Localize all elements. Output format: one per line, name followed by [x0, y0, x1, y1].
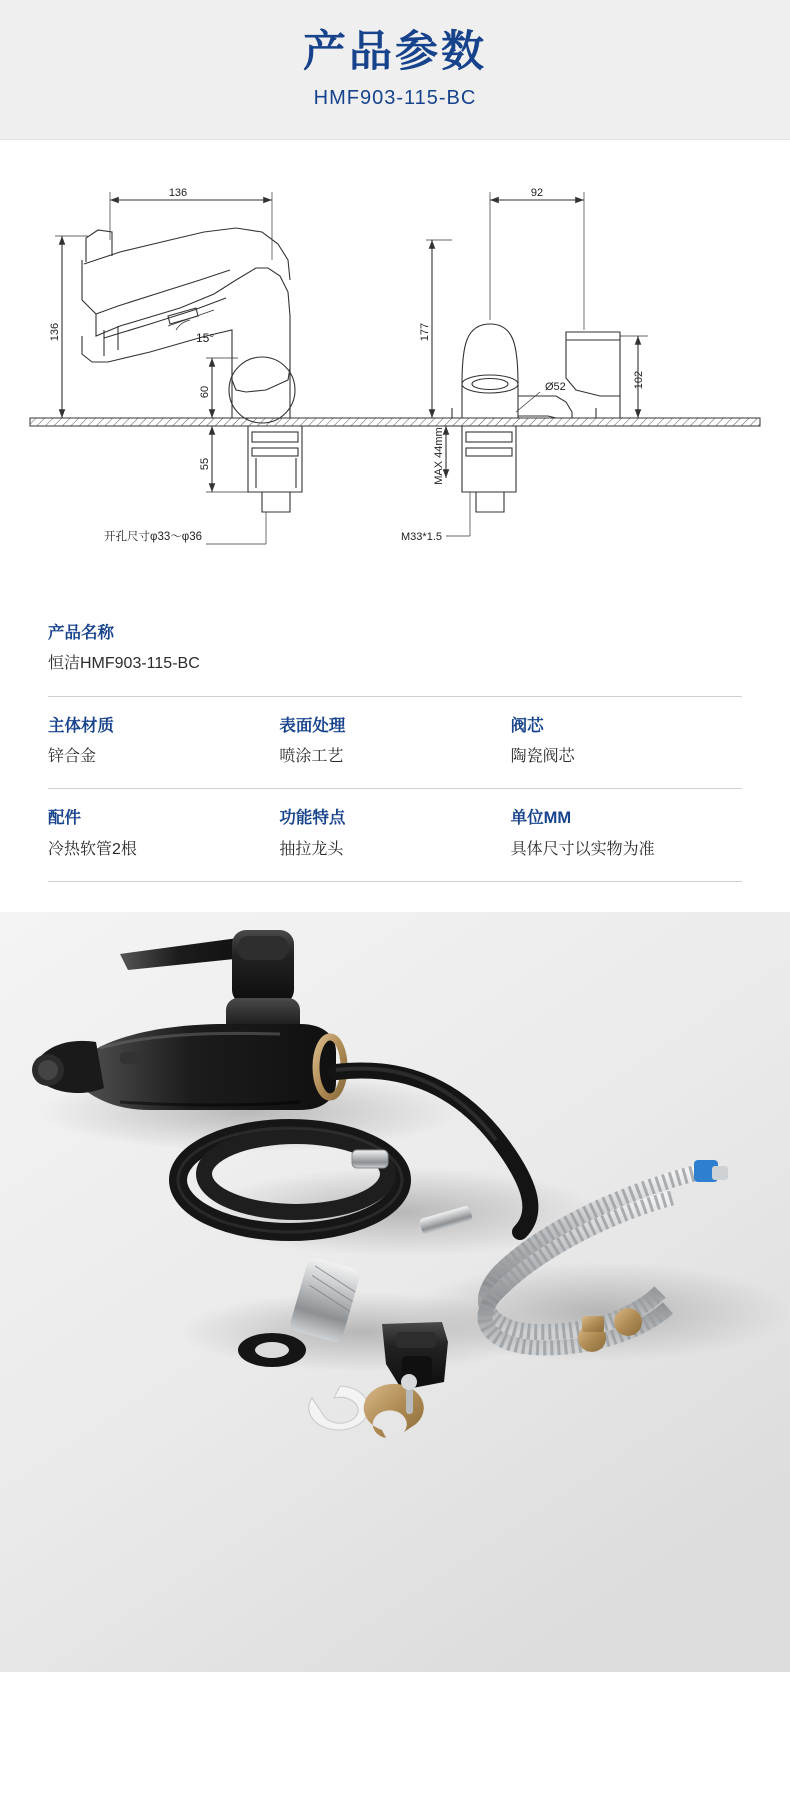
dim-base-diameter: Ø52 [545, 381, 566, 393]
spec-cell-unit [511, 805, 742, 863]
page-header [0, 0, 790, 140]
spec-cell-material [48, 713, 279, 771]
dim-max-thickness: MAX 44mm [433, 427, 445, 485]
dim-body-height: 102 [633, 370, 645, 390]
spec-cell-cartridge [511, 713, 742, 771]
hole-note: 开孔尺寸φ33～φ36 [104, 531, 202, 543]
page-title: 产品参数 [303, 28, 487, 77]
spec-value-accessories: 冷热软管2根 [48, 840, 137, 858]
spec-value-cartridge: 陶瓷阀芯 [510, 747, 575, 765]
spec-value-unit: 具体尺寸以实物为准 [510, 840, 655, 858]
model-number: HMF903-115-BC [313, 86, 477, 109]
spec-label-material: 主体材质 [48, 716, 114, 735]
spec-value-product-name: 恒洁HMF903-115-BC [48, 655, 200, 673]
product-photo-svg [0, 912, 790, 1672]
technical-drawing [0, 140, 790, 600]
spec-label-cartridge: 阀芯 [510, 716, 544, 735]
spec-label-finish: 表面处理 [279, 716, 346, 735]
spec-cell-accessories [48, 805, 279, 863]
spec-value-finish: 喷涂工艺 [279, 747, 344, 765]
dim-thread: M33*1.5 [401, 531, 442, 543]
spec-value-material: 锌合金 [48, 747, 97, 765]
dim-side-height: 136 [49, 322, 61, 342]
spec-label-features: 功能特点 [279, 809, 346, 828]
spec-table [48, 610, 742, 912]
spec-cell-features [279, 805, 510, 863]
spec-label-product-name: 产品名称 [48, 624, 114, 642]
spec-cell-finish [279, 713, 510, 771]
dim-spout-height: 60 [199, 385, 211, 399]
spec-label-accessories: 配件 [48, 809, 81, 828]
dim-side-width: 136 [168, 187, 188, 199]
rubber-gasket [238, 1333, 306, 1367]
spec-block-row-1 [48, 697, 742, 790]
spec-block-name [48, 610, 742, 697]
dim-front-height: 177 [419, 322, 431, 342]
dim-front-width: 92 [530, 187, 544, 199]
spec-value-features: 抽拉龙头 [279, 840, 344, 858]
spec-cell-product-name [48, 620, 742, 678]
drawing-svg [0, 140, 790, 600]
spec-block-row-2 [48, 789, 742, 882]
dim-angle: 15° [196, 331, 215, 345]
dim-shank: 55 [199, 457, 211, 471]
product-photo [0, 912, 790, 1672]
spec-label-unit: 单位MM [510, 809, 572, 828]
